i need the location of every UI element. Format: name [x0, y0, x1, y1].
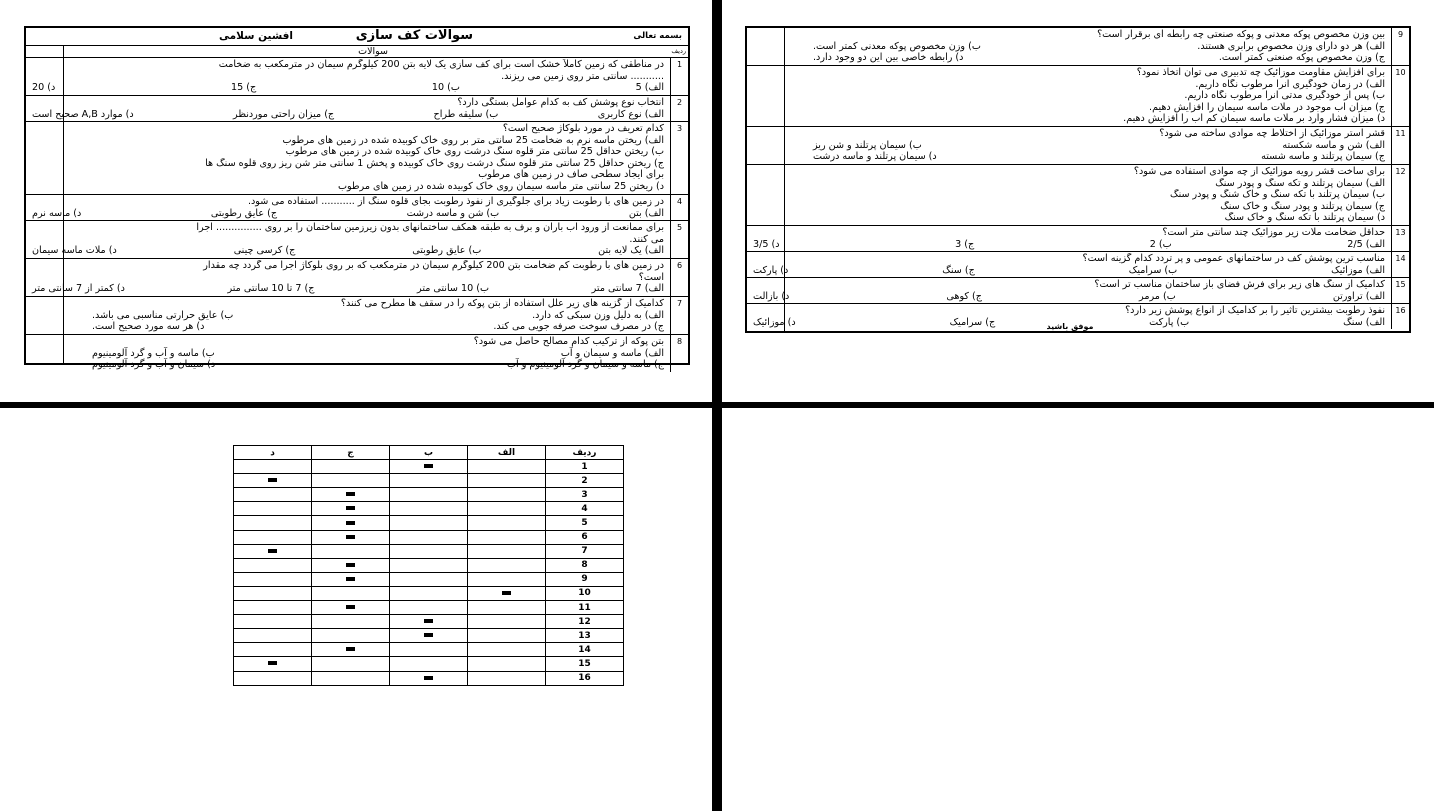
answer-cell: [312, 544, 390, 558]
answer-mark: [346, 521, 355, 525]
question-number: 12: [1391, 165, 1409, 225]
answer-mark: [346, 506, 355, 510]
option: د) هر سه مورد صحیح است.: [92, 321, 205, 333]
question-line: ج) سیمان پرتلند و پودر سنگ و خاک سنگ: [1220, 200, 1385, 212]
score-column: [763, 28, 785, 331]
answer-row-number: 1: [546, 460, 624, 474]
question-11: [747, 126, 1409, 164]
answer-key-row: [234, 671, 624, 685]
answer-mark: [346, 577, 355, 581]
question-line: مناسب ترین پوشش کف در ساختمانهای عمومی و پر تردد کدام گزینه است؟: [1082, 253, 1385, 264]
answer-key-row: [234, 615, 624, 629]
question-text: [753, 227, 1385, 250]
option: ج) میزان راحتی موردنظر: [233, 108, 335, 120]
option: د) سیمان و آب و گرد آلومینیوم: [92, 359, 216, 371]
option: ج) وزن مخصوص پوکه صنعتی کمتر است.: [1218, 52, 1385, 64]
score-column: [42, 45, 64, 363]
question-number: 9: [1391, 28, 1409, 65]
question-line: انتخاب نوع پوشش کف به کدام عوامل بستگی دارد؟: [457, 97, 664, 108]
answer-cell: [312, 530, 390, 544]
option: ج) 7 تا 10 سانتی متر: [227, 283, 315, 295]
option: ب) 10 سانتی متر: [417, 283, 490, 295]
answer-cell: [234, 530, 312, 544]
teacher-name: افشین سلامی: [219, 30, 293, 42]
exam-sheet-right: [745, 26, 1411, 333]
option: ب) مرمر: [1139, 290, 1176, 302]
option: ج) 15: [230, 82, 257, 94]
answer-cell: [234, 460, 312, 474]
question-number: 7: [670, 297, 688, 334]
option: الف) ماسه و سیمان و آب: [560, 347, 664, 359]
option: ج) در مصرف سوخت صرفه جویی می کند.: [493, 321, 664, 333]
question-line: نفوذ رطوبت بیشترین تاثیر را بر کدامیک از انواع پوشش زیر دارد؟: [1125, 305, 1385, 316]
question-5: [26, 220, 688, 258]
question-text: [32, 222, 664, 257]
question-line: د) سیمان پرتلند با تکه سنگ و خاک سنگ: [1224, 212, 1385, 224]
answer-row-number: 7: [546, 544, 624, 558]
answer-key-row: [234, 601, 624, 615]
answer-row-number: 11: [546, 601, 624, 615]
answer-cell: [468, 488, 546, 502]
answer-cell: [468, 544, 546, 558]
question-line: الف) در زمان خودگیری آنرا مرطوب نگاه داریم.: [1195, 78, 1385, 90]
answer-mark: [502, 591, 511, 595]
question-6: [26, 258, 688, 296]
answer-mark: [424, 633, 433, 637]
option: ج) سنگ: [942, 264, 975, 276]
answer-cell: [468, 586, 546, 600]
answer-row-number: 6: [546, 530, 624, 544]
exam-sheet-left: [24, 26, 690, 371]
basmala: بسمه تعالی: [633, 31, 682, 41]
question-line: می کنند.: [629, 233, 664, 245]
question-14: [747, 251, 1409, 277]
option: الف) 7 سانتی متر: [591, 283, 664, 295]
answer-cell: [234, 502, 312, 516]
answer-cell: [390, 488, 468, 502]
question-text: [753, 166, 1385, 224]
option: ج) سیمان پرتلند و ماسه شسته: [1261, 151, 1385, 163]
answer-cell: [312, 502, 390, 516]
question-line: ب) ریختن حداقل 25 سانتی متر قلوه سنگ درشت روی خاک کوبیده شده در زمین های مرطوب: [285, 146, 664, 158]
question-line: الف) سیمان پرتلند و تکه سنگ و پودر سنگ: [1215, 177, 1385, 189]
answer-cell: [312, 572, 390, 586]
answer-cell: [390, 615, 468, 629]
options-row: [753, 239, 1385, 251]
option: ب) ماسه و آب و گرد آلومینیوم: [92, 347, 215, 359]
answer-key-column-header: ب: [390, 446, 468, 460]
options-row: [753, 151, 1385, 163]
answer-row-number: 14: [546, 643, 624, 657]
answer-cell: [234, 572, 312, 586]
question-number: 16: [1391, 304, 1409, 329]
answer-cell: [234, 615, 312, 629]
question-line: ب) سیمان پرتلند با تکه سنگ و خاک شنگ و پودر سنگ: [1169, 189, 1385, 201]
answer-key-row: [234, 502, 624, 516]
answer-key-column-header: ردیف: [546, 446, 624, 460]
question-number: 14: [1391, 252, 1409, 277]
question-number: 6: [670, 259, 688, 296]
question-line: ج) میزان آب موجود در ملات ماسه سیمان را افزایش دهیم.: [1149, 101, 1385, 113]
question-text: [32, 123, 664, 193]
option: الف) نوع کاربری: [597, 108, 664, 120]
answer-cell: [234, 516, 312, 530]
answer-cell: [234, 586, 312, 600]
answer-cell: [234, 657, 312, 671]
question-3: [26, 121, 688, 194]
answer-key-row: [234, 544, 624, 558]
answer-cell: [390, 643, 468, 657]
answer-cell: [390, 530, 468, 544]
question-text: [32, 336, 664, 371]
question-2: [26, 95, 688, 121]
answer-row-number: 13: [546, 629, 624, 643]
question-number: 11: [1391, 127, 1409, 164]
good-luck-footer: موفق باشید: [1046, 322, 1094, 331]
option: الف) به دلیل وزن سبکی که دارد.: [532, 309, 664, 321]
question-line: است؟: [638, 271, 664, 283]
question-line: برای ساخت قشر رویه موزائیک از چه موادی استفاده می شود؟: [1133, 166, 1385, 177]
answer-cell: [468, 671, 546, 685]
answer-cell: [234, 671, 312, 685]
answer-cell: [312, 474, 390, 488]
answer-row-number: 15: [546, 657, 624, 671]
option: ج) کوهی: [946, 290, 982, 302]
answer-cell: [390, 671, 468, 685]
question-number: 15: [1391, 278, 1409, 303]
answer-cell: [468, 643, 546, 657]
exam-title: سوالات کف سازی: [355, 28, 473, 43]
answer-cell: [468, 516, 546, 530]
options-row: [32, 109, 664, 121]
option: الف) هر دو دارای وزن مخصوص برابری هستند.: [1197, 40, 1385, 52]
answer-key-column-header: ج: [312, 446, 390, 460]
question-line: برای ممانعت از ورود آب باران و برف به طبقه همکف ساختمانهای بدون زیرزمین ساختمان را بر روی ............... اجرا: [196, 222, 664, 233]
answer-cell: [312, 488, 390, 502]
question-line: ........... سانتی متر روی زمین می ریزند.: [501, 70, 664, 82]
answer-cell: [312, 671, 390, 685]
answer-cell: [468, 502, 546, 516]
question-line: حداقل ضخامت ملات زیر موزائیک چند سانتی متر است؟: [1162, 227, 1385, 238]
options-row: [32, 348, 664, 360]
options-row: [32, 245, 664, 257]
question-line: بین وزن مخصوص پوکه معدنی و پوکه صنعتی چه رابطه ای برقرار است؟: [1097, 29, 1385, 40]
answer-key-row: [234, 516, 624, 530]
question-text: [753, 253, 1385, 276]
answer-cell: [468, 530, 546, 544]
answer-key-column-header: الف: [468, 446, 546, 460]
answer-cell: [468, 615, 546, 629]
question-text: [32, 97, 664, 120]
options-row: [32, 321, 664, 333]
answer-cell: [390, 572, 468, 586]
option: ج) سرامیک: [949, 316, 996, 328]
question-line: کدامیک از گزینه های زیر علل استفاده از بتن پوکه را در سقف ها مطرح می کنند؟: [340, 298, 664, 309]
option: الف) سنگ: [1343, 316, 1385, 328]
option: الف) موزائیک: [1331, 264, 1385, 276]
answer-cell: [390, 460, 468, 474]
question-4: [26, 194, 688, 220]
question-line: کدام تعریف در مورد بلوکاژ صحیح است؟: [502, 123, 664, 134]
option: الف) بتن: [628, 207, 664, 219]
option: د) 3/5: [753, 238, 780, 250]
option: ب) سلیقه طراح: [433, 108, 499, 120]
answer-cell: [312, 460, 390, 474]
question-line: د) میزان فشار وارد بر ملات ماسه سیمان کم آب را افزایش دهیم.: [1123, 113, 1385, 125]
options-row: [753, 291, 1385, 303]
answer-cell: [312, 643, 390, 657]
answer-mark: [346, 492, 355, 496]
answer-cell: [312, 615, 390, 629]
option: الف) یک لایه بتن: [598, 245, 664, 257]
answer-cell: [468, 558, 546, 572]
question-number: 2: [670, 96, 688, 121]
question-line: کدامیک از سنگ های زیر برای فرش فضای باز ساختمان مناسب تر است؟: [1094, 279, 1385, 290]
question-number: 13: [1391, 226, 1409, 251]
option: الف) شن و ماسه شکسته: [1282, 139, 1385, 151]
answer-cell: [234, 558, 312, 572]
option: د) سیمان پرتلند و ماسه درشت: [813, 151, 937, 163]
answer-row-number: 2: [546, 474, 624, 488]
option: د) ملات ماسه سیمان: [32, 245, 117, 257]
option: د) ماسه نرم: [32, 207, 82, 219]
options-row: [753, 52, 1385, 64]
answer-cell: [390, 657, 468, 671]
answer-key-row: [234, 474, 624, 488]
answer-cell: [468, 657, 546, 671]
option: ب) عایق رطوبتی: [412, 245, 482, 257]
answer-row-number: 10: [546, 586, 624, 600]
question-line: ج) ریختن حداقل 25 سانتی متر قلوه سنگ درشت روی خاک کوبیده و پخش 1 سانتی متر شن ریز روی قلوه سنگ ها: [205, 157, 664, 169]
answer-key-row: [234, 572, 624, 586]
option: ب) وزن مخصوص پوکه معدنی کمتر است.: [813, 40, 981, 52]
option: ب) 2: [1149, 238, 1172, 250]
question-9: [747, 27, 1409, 65]
answer-cell: [390, 601, 468, 615]
answer-row-number: 9: [546, 572, 624, 586]
answer-row-number: 8: [546, 558, 624, 572]
question-text: [32, 298, 664, 333]
options-row: [32, 359, 664, 371]
question-8: [26, 334, 688, 372]
option: د) موارد A,B صحیح است: [32, 108, 134, 120]
row-label: ردیف: [671, 47, 686, 55]
answer-cell: [468, 601, 546, 615]
answer-cell: [234, 643, 312, 657]
answer-cell: [390, 502, 468, 516]
answer-key-table: [233, 445, 624, 686]
answer-key-row: [234, 643, 624, 657]
answer-key-row: [234, 558, 624, 572]
answer-mark: [268, 549, 277, 553]
option: د) پارکت: [753, 264, 789, 276]
question-number: 4: [670, 195, 688, 220]
answer-key-header: [234, 446, 624, 460]
answer-cell: [312, 516, 390, 530]
answer-key-row: [234, 657, 624, 671]
option: ب) سیمان پرتلند و شن ریز: [813, 139, 922, 151]
question-text: [32, 196, 664, 219]
question-text: [753, 29, 1385, 64]
answer-cell: [312, 601, 390, 615]
horizontal-divider: [0, 402, 1434, 408]
question-line: بتن پوکه از ترکیب کدام مصالح حاصل می شود؟: [473, 336, 664, 347]
question-1: [26, 57, 688, 95]
option: د) رابطه خاصی بین این دو وجود دارد.: [813, 52, 964, 64]
question-line: برای افزایش مقاومت موزائیک چه تدبیری می توان اتخاذ نمود؟: [1136, 67, 1385, 78]
question-number: 1: [670, 58, 688, 95]
question-line: الف) ریختن ماسه نرم به ضخامت 25 سانتی متر بر روی خاک کوبیده شده در زمین های مرطوب: [282, 134, 664, 146]
answer-key-row: [234, 530, 624, 544]
answer-row-number: 5: [546, 516, 624, 530]
question-number: 3: [670, 122, 688, 194]
options-row: [753, 265, 1385, 277]
answer-cell: [312, 629, 390, 643]
option: ب) 10: [431, 82, 460, 94]
answer-mark: [268, 661, 277, 665]
question-number: 5: [670, 221, 688, 258]
option: ب) پارکت: [1149, 316, 1190, 328]
option: ج) عایق رطوبتی: [210, 207, 278, 219]
question-text: [753, 67, 1385, 125]
question-number: 8: [670, 335, 688, 372]
options-row: [32, 208, 664, 220]
answer-row-number: 3: [546, 488, 624, 502]
answer-cell: [390, 586, 468, 600]
answer-mark: [346, 535, 355, 539]
question-15: [747, 277, 1409, 303]
option: الف) تراورتن: [1332, 290, 1385, 302]
answer-cell: [468, 629, 546, 643]
options-row: [32, 283, 664, 295]
option: ب) شن و ماسه درشت: [406, 207, 500, 219]
answer-cell: [468, 460, 546, 474]
question-7: [26, 296, 688, 334]
answer-cell: [234, 474, 312, 488]
question-text: [32, 260, 664, 295]
question-line: برای ایجاد سطحی صاف در زمین های مرطوب: [478, 169, 664, 181]
exam-header: [26, 28, 688, 45]
answer-cell: [234, 488, 312, 502]
answer-cell: [234, 629, 312, 643]
answer-cell: [468, 572, 546, 586]
question-line: در زمین های با رطوبت زیاد برای جلوگیری از نفوذ رطوبت بجای قلوه سنگ از ........... استفاده می شود.: [247, 196, 664, 207]
question-line: قشر آستر موزائیک از اختلاط چه موادی ساخته می شود؟: [1159, 128, 1385, 139]
answer-mark: [268, 478, 277, 482]
question-12: [747, 164, 1409, 225]
answer-cell: [390, 558, 468, 572]
question-number: 10: [1391, 66, 1409, 126]
answer-cell: [312, 657, 390, 671]
answer-mark: [346, 563, 355, 567]
answer-cell: [390, 474, 468, 488]
options-row: [753, 41, 1385, 53]
question-10: [747, 65, 1409, 126]
questions-label: سوالات: [358, 46, 388, 57]
option: د) 20: [32, 82, 56, 94]
answer-row-number: 16: [546, 671, 624, 685]
question-text: [753, 128, 1385, 163]
answer-key-row: [234, 586, 624, 600]
answer-mark: [424, 464, 433, 468]
answer-cell: [234, 601, 312, 615]
answer-mark: [346, 605, 355, 609]
options-row: [32, 310, 664, 322]
answer-cell: [468, 474, 546, 488]
option: ب) عایق حرارتی مناسبی می باشد.: [92, 309, 234, 321]
answer-cell: [390, 516, 468, 530]
option: الف) 2/5: [1347, 238, 1385, 250]
question-text: [753, 279, 1385, 302]
option: ب) سرامیک: [1128, 264, 1178, 276]
answer-row-number: 12: [546, 615, 624, 629]
option: الف) 5: [635, 82, 664, 94]
answer-key-column-header: د: [234, 446, 312, 460]
option: ج) کرسی چینی: [233, 245, 296, 257]
answer-mark: [424, 676, 433, 680]
answer-cell: [390, 544, 468, 558]
options-row: [753, 140, 1385, 152]
question-13: [747, 225, 1409, 251]
answer-cell: [312, 586, 390, 600]
answer-mark: [424, 619, 433, 623]
answer-cell: [234, 544, 312, 558]
options-row: [32, 82, 664, 94]
answer-cell: [312, 558, 390, 572]
answer-key-row: [234, 629, 624, 643]
option: ج) 3: [955, 238, 975, 250]
option: د) موزائیک: [753, 316, 796, 328]
option: د) بازالت: [753, 290, 790, 302]
question-line: در مناطقی که زمین کاملاً خشک است برای کف سازی یک لایه بتن 200 کیلوگرم سیمان در مترمکعب به ضخامت: [218, 59, 664, 70]
option: ج) ماسه و سیمان و گرد آلومینیوم و آب: [506, 359, 664, 371]
question-line: د) ریختن 25 سانتی متر ماسه سیمان روی خاک کوبیده شده در زمین های مرطوب: [337, 180, 664, 192]
answer-key-row: [234, 488, 624, 502]
answer-mark: [346, 647, 355, 651]
answer-cell: [390, 629, 468, 643]
answer-key-row: [234, 460, 624, 474]
question-text: [32, 59, 664, 94]
answer-row-number: 4: [546, 502, 624, 516]
question-line: در زمین های با رطوبت کم ضخامت بتن 200 کیلوگرم سیمان در مترمکعب که بر روی بلوکاژ اجرا می گردد چه مقدار: [203, 260, 664, 271]
question-line: ب) پس از خودگیری مدتی آنرا مرطوب نگاه داریم.: [1184, 90, 1385, 102]
option: د) کمتر از 7 سانتی متر: [32, 283, 125, 295]
